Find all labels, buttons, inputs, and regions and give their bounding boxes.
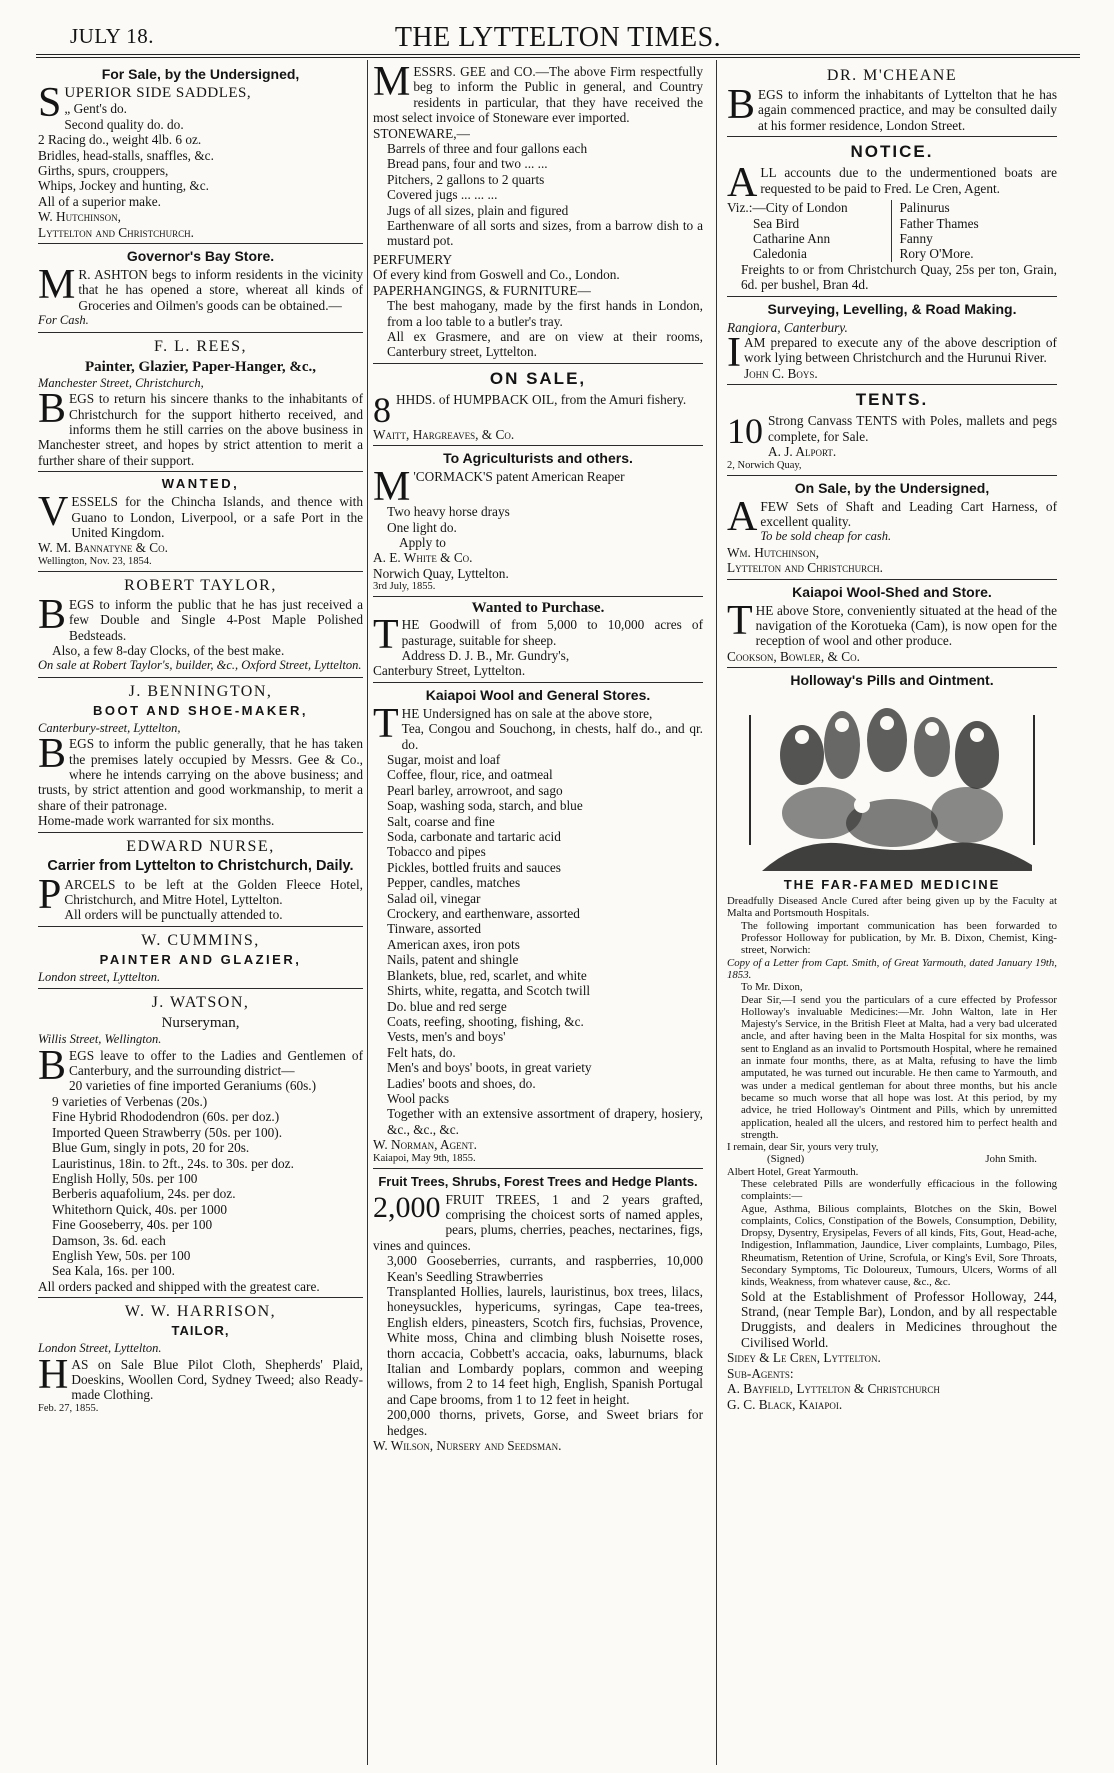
drop-cap: T [373,612,399,659]
ad-body: Of every kind from Goswell and Co., London. [373,267,620,283]
ad-heading: Governor's Bay Store. [126,248,275,265]
ad-footnote: Together with an extensive assortment of drapery, hosiery, &c., &c., &c. [387,1106,703,1137]
list-item: Father Thames [899,215,979,231]
drop-cap: A [727,160,758,207]
ad-signature: W. Norman, Agent. [373,1137,477,1153]
ad-subheading: Painter, Glazier, Paper-Hanger, &c., [84,358,317,375]
ad-signature: John Smith. [985,1153,1037,1166]
ad-date: Wellington, Nov. 23, 1854. [38,555,152,567]
ad-harrison [38,1298,363,1418]
column-2 [373,59,703,1456]
drop-cap: V [38,489,69,536]
list-item: Fine Hybrid Rhododendron (60s. per doz.) [52,1109,280,1125]
ad-signature: A. Bayfield, Lyttelton & Christchurch [727,1381,940,1397]
ad-subheading: PAINTER AND GLAZIER, [99,951,302,967]
list-item: Pickles, bottled fruits and sauces [387,859,561,875]
list-item: Covered jugs ... ... ... [387,187,498,203]
ad-kaiapoi-stores [373,683,703,1169]
ad-body: To Mr. Dixon, [741,981,803,994]
testimonial [727,895,1057,1289]
list-item: Do. blue and red serge [387,998,507,1014]
ad-heading: Fruit Trees, Shrubs, Forest Trees and Hedge Plants. [378,1173,698,1189]
list-item: Coats, reefing, shooting, fishing, &c. [387,1013,584,1029]
ad-body: Copy of a Letter from Capt. Smith, of Great Yarmouth, dated January 19th, 1853. [727,956,1057,981]
ad-address: Address D. J. B., Mr. Gundry's, [401,647,570,663]
boat-list-right [892,200,1058,262]
list-item: Men's and boys' boots, in great variety [387,1060,592,1076]
ad-body: Sold at the Establishment of Professor Holloway, 244, Strand, (near Temple Bar), London, and by all respectable Druggists, and dealers in Medicines throughout the Civilised World. [741,1288,1057,1350]
ad-body: These celebrated Pills are wonderfully efficacious in the following complaints:— [741,1177,1057,1203]
drop-cap: M [38,262,76,309]
ad-address: Canterbury-street, Lyttelton, [38,720,181,735]
list-item: Sugar, moist and loaf [387,752,501,767]
list-item: English Yew, 50s. per 100 [52,1247,191,1263]
ad-subheading: Nurseryman, [161,1015,240,1032]
ad-wanted-to-purchase [373,597,703,683]
list-item: Sea Bird [753,215,800,231]
ad-footnote: For Cash. [38,313,89,328]
ad-footnote: On sale at Robert Taylor's, builder, &c., Oxford Street, Lyttelton. [38,658,362,673]
list-item: Tobacco and pipes [387,844,486,860]
drop-cap: P [38,871,62,918]
masthead-rule-2 [36,57,1080,58]
ad-heading: W. W. HARRISON, [124,1303,277,1321]
list-item: 9 varieties of Verbenas (20s.) [52,1093,208,1109]
ad-subheading: PAPERHANGINGS, & FURNITURE— [373,282,591,298]
ad-signature: Waitt, Hargreaves, & Co. [373,426,515,442]
list-item: Imported Queen Strawberry (50s. per 100). [52,1124,283,1140]
ad-heading: Kaiapoi Wool-Shed and Store. [792,583,992,600]
ad-cart-harness [727,476,1057,580]
list-item: Lauristinus, 18in. to 2ft., 24s. to 30s. per doz. [52,1155,294,1171]
ad-bennington [38,678,363,833]
ad-body: 3,000 Gooseberries, currants, and raspberries, 10,000 Kean's Seedling Strawberries [387,1253,703,1284]
ad-date: Kaiapoi, May 9th, 1855. [373,1152,476,1164]
ad-line: Two heavy horse drays [387,504,510,520]
ad-gee [373,59,703,364]
ad-address: Willis Street, Wellington. [38,1032,162,1047]
ad-body: AS on Sale Blue Pilot Cloth, Shepherds' Plaid, Doeskins, Woollen Cord, Sydney Tweed; also Ready-made Clothing. [71,1356,363,1403]
list-item: Catharine Ann [753,231,831,247]
ad-body: Transplanted Hollies, laurels, lauristinus, box trees, lilacs, honeysuckles, hypericums, syringas, Cape tea-trees, English elders, pineasters, Scotch firs, fuchsias, Provence, White moss, China and climbing blush Noisette roses, thorn accacia, Cobbett's accacia, oaks, laburnums, black Italian and Lombardy poplars, common and weeping willows, from 2 to 14 feet high, English, Spanish Portugal and Cape brooms, from 1 to 12 feet in height. [387,1284,703,1407]
column-3 [727,62,1057,1415]
ad-body: HE Undersigned has on sale at the above store, [401,705,653,721]
drop-cap: B [727,82,756,128]
ad-subheading: PERFUMERY [373,251,453,267]
ad-signature: G. C. Black, Kaiapoi. [727,1396,843,1412]
ad-subheading: TAILOR, [171,1323,230,1339]
ad-heading: ROBERT TAYLOR, [124,576,277,594]
ad-number: 2,000 [373,1190,441,1224]
list-item: Caledonia [753,246,807,262]
ad-line: Girths, spurs, crouppers, [38,163,169,179]
ad-body: HHDS. of HUMPBACK OIL, from the Amuri fishery. [396,391,687,407]
list-item: Jugs of all sizes, plain and figured [387,202,569,218]
ad-date: 3rd July, 1855. [373,581,436,593]
ad-fruit-trees [373,1169,703,1457]
ad-body: HE above Store, conveniently situated at the head of the navigation of the Korotueka (Cam), is now open for the reception of wool and other produce. [755,602,1057,649]
list-item: Earthenware of all sorts and sizes, from a barrow dish to a mustard pot. [387,218,703,249]
list-item: Felt hats, do. [387,1044,456,1060]
ad-body: EGS to inform the inhabitants of Lyttelton that he has again commenced practice, and may be consulted daily at his former residence, London Street. [758,87,1057,133]
ad-heading: WANTED, [161,476,240,492]
drop-cap: M [373,59,411,105]
list-item: Crockery, and earthenware, assorted [387,906,580,922]
drop-cap: H [38,1351,69,1398]
ad-body: All ex Grasmere, and are on view at their rooms, Canterbury street, Lyttelton. [387,328,703,360]
list-item: Soda, carbonate and tartaric acid [387,829,561,845]
drop-cap: S [38,80,62,126]
ad-body: Strong Canvass TENTS with Poles, mallets and pegs complete, for Sale. [768,413,1057,444]
column-rule [367,60,368,1765]
ad-surveying [727,297,1057,386]
ad-saddles [38,62,363,244]
ad-line: Apply to [399,534,446,550]
list-item: Ladies' boots and shoes, do. [387,1075,536,1091]
ad-signature: W. M. Bannatyne & Co. [38,540,168,556]
masthead [36,22,1080,52]
list-item: American axes, iron pots [387,936,520,952]
ad-signature: Norwich Quay, Lyttelton. [373,565,509,581]
ad-body: ESSRS. GEE and CO.—The above Firm respectfully beg to inform the Public in general, and Country residents in particular, that they have received the most select invoice of Stoneware ever imported. [373,64,703,126]
ad-footnote: Freights to or from Christchurch Quay, 25s per ton, Grain, 6d. per bushel, Bran 4d. [741,261,1057,293]
list-item: Damson, 3s. 6d. each [52,1232,166,1248]
illustration-caption: THE FAR-FAMED MEDICINE [783,877,1001,893]
list-item: Soap, washing soda, starch, and blue [387,798,583,814]
ad-body: Also, a few 8-day Clocks, of the best make. [52,642,285,658]
ad-humpback-oil [373,364,703,446]
list-item: Palinurus [899,200,950,216]
ad-address: Rangiora, Canterbury. [727,319,848,335]
list-item: Bread pans, four and two ... ... [387,156,548,172]
ad-edward-nurse [38,833,363,927]
ad-footnote: All orders will be punctually attended to. [64,907,283,923]
ad-address: 2, Norwich Quay, [727,459,802,471]
list-item: Whitethorn Quick, 40s. per 1000 [52,1201,228,1217]
ad-subheading: Carrier from Lyttelton to Christchurch, Daily. [47,857,354,874]
list-item: Blue Gum, singly in pots, 20 for 20s. [52,1140,250,1156]
ad-address: Albert Hotel, Great Yarmouth. [727,1165,859,1178]
list-item: Sea Kala, 16s. per 100. [52,1263,175,1279]
ad-line: 2 Racing do., weight 4lb. 6 oz. [38,132,202,148]
list-item: Vests, men's and boys' [387,1029,506,1045]
ad-heading: DR. M'CHEANE [826,67,958,84]
ad-body: The following important communication has been forwarded to Professor Holloway for publication, by Mr. B. Dixon, Chemist, King-street, Norwich: [741,919,1057,957]
ad-wanted-vessels [38,472,363,572]
ad-line: Second quality do. do. [64,116,184,132]
list-item: Salt, coarse and fine [387,813,495,829]
ad-notice [727,137,1057,296]
ad-body: HE Goodwill of from 5,000 to 10,000 acres of pasturage, suitable for sheep. [401,617,703,648]
drop-cap: B [38,731,67,778]
ad-line: All of a superior make. [38,193,161,209]
ad-subheading: Sub-Agents: [727,1365,794,1381]
ad-tents [727,385,1057,475]
ad-line: Whips, Jockey and hunting, &c. [38,178,209,194]
drop-cap: B [38,1042,67,1089]
ad-heading: J. WATSON, [151,994,250,1012]
ad-body: ARCELS to be left at the Golden Fleece Hotel, Christchurch, and Mitre Hotel, Lyttelton. [64,876,363,908]
ad-heading: Kaiapoi Wool and General Stores. [425,686,651,703]
ad-signature: Lyttelton and Christchurch. [38,224,194,240]
ad-wool-shed [727,580,1057,669]
ad-body: LL accounts due to the undermentioned boats are requested to be paid to Fred. Le Cren, Agent. [760,165,1057,196]
ad-body: 200,000 thorns, privets, Gorse, and Sweet briars for hedges. [387,1407,703,1438]
ad-footnote: Home-made work warranted for six months. [38,813,275,829]
boat-list-left [727,200,892,262]
ad-address: London Street, Lyttelton. [38,1341,162,1356]
list-item: Viz.:—City of London [727,200,848,216]
ad-signature: W. Wilson, Nursery and Seedsman. [373,1438,562,1454]
ad-signature: John C. Boys. [744,365,818,381]
ad-body: Ague, Asthma, Bilious complaints, Blotches on the Skin, Bowel complaints, Colics, Constipation of the Bowels, Consumption, Debility, Dropsy, Dysentry, Erysipelas, Fevers of all kinds, Fits, Gout, Head-ache, Indigestion, Inflammation, Jaundice, Liver complaints, Lumbago, Piles, Rheumatism, Retention of Urine, Scrofula, or King's Evil, Sore Throats, Secondary Symptoms, Tic Doloureux, Tumours, Ulcers, Worms of all kinds, Weakness, from whatever cause, &c., &c. [741,1202,1057,1289]
newspaper-title: THE LYTTELTON TIMES. [394,22,722,53]
list-item: Coffee, flour, rice, and oatmeal [387,767,553,783]
list-item: Rory O'More. [899,246,974,262]
ad-signature: W. Hutchinson, [38,209,121,225]
drop-cap: A [727,493,758,540]
list-item: Barrels of three and four gallons each [387,141,588,157]
ad-heading: On Sale, by the Undersigned, [794,479,990,496]
ad-signature: Cookson, Bowler, & Co. [727,648,860,664]
list-item: Tinware, assorted [387,921,482,937]
ad-line: To be sold cheap for cash. [760,529,892,544]
ad-heading: To Agriculturists and others. [443,450,633,467]
ad-subheading: BOOT AND SHOE-MAKER, [93,702,308,718]
drop-cap: T [727,597,753,644]
list-item: Shirts, white, regatta, and Scotch twill [387,983,591,999]
issue-date: JULY 18. [70,24,154,48]
ad-body: R. ASHTON begs to inform residents in the vicinity that he has opened a store, whereat all kinds of Groceries and Oilmen's goods can be obtained.— [78,267,363,313]
ad-mcheane [727,62,1057,137]
ad-governors-bay [38,244,363,333]
ad-footnote: All orders packed and shipped with the greatest care. [38,1278,320,1294]
ad-body: Dear Sir,—I send you the particulars of a cure effected by Professor Holloway's invaluable Medicines:—Mr. John Walton, late in Her Majesty's Service, in the British Fleet at Malta, had a very bad ulcerated ancle, and after having been in the Malta Hospital for six months, was sent to England as an invalid to Portsmouth Hospital, where he remained an inmate four months, there, as at Malta, refusing to have the limb amputated, he was turned out incurable. He then came to Yarmouth, and was under a medical gentleman for about three months, but his ancle became so much worse that all hope was lost. At this period, by my advice, he tried Holloway's Ointment and Pills, which by unremitted application, healed all the ulcers, and restored him to perfect health and strength. [741,993,1057,1141]
ad-heading: ON SALE, [489,368,587,388]
drop-cap: I [727,330,741,377]
ad-heading: TENTS. [855,390,929,410]
ad-line: Bridles, head-stalls, snaffles, &c. [38,147,214,163]
list-item: Pepper, candles, matches [387,875,521,891]
list-item: Blankets, blue, red, scarlet, and white [387,967,587,983]
boat-list [727,200,1057,262]
list-item: Berberis aquafolium, 24s. per doz. [52,1186,236,1202]
ad-address: Manchester Street, Christchurch, [38,375,204,390]
ad-body: EGS to return his sincere thanks to the inhabitants of Christchurch for the support hitherto received, and informs them he still carries on the above business in Manchester street, and hopes by strict attention to merit a further share of their support. [38,391,363,468]
list-item: Pearl barley, arrowroot, and sago [387,782,563,798]
ad-signature: Sidey & Le Cren, Lyttelton. [727,1350,881,1366]
ad-rees [38,333,363,472]
ad-watson [38,989,363,1298]
ad-number: 10 [727,411,763,452]
list-item: Nails, patent and shingle [387,952,519,968]
ad-body: EGS to inform the public generally, that he has taken the premises lately occupied by Messrs. Gee & Co., where he intends carrying on the above business; and trusts, by strict attention and good workmanship, to merit a share of their patronage. [38,736,363,813]
ad-signature: A. J. Alport. [768,444,837,460]
list-item: Wool packs [387,1090,450,1106]
ad-heading: Holloway's Pills and Ointment. [790,672,994,689]
ad-address: Canterbury Street, Lyttelton. [373,663,526,679]
column-1 [38,62,363,1418]
ad-subheading: STONEWARE,— [373,125,470,141]
ad-body: Dreadfully Diseased Ancle Cured after being given up by the Faculty at Malta and Portsmouth Hospitals. [727,895,1057,920]
ad-body: EGS to inform the public that he has just received a few Double and Single 4-Post Maple Polished Bedsteads. [69,596,363,643]
list-item: Tea, Congou and Souchong, in chests, half do., and qr. do. [401,721,703,752]
ad-body: AM prepared to execute any of the above description of work lying between Christchurch and the Hurunui River. [744,335,1057,366]
list-item: Pitchers, 2 gallons to 2 quarts [387,171,545,187]
ad-address: London street, Lyttelton. [38,969,161,984]
signed-line [727,1153,1057,1165]
ad-body: FRUIT TREES, 1 and 2 years grafted, comprising the choicest sorts of named apples, pears, plums, cherries, peaches, nectarines, figs, vines and quinces. [373,1191,703,1253]
ad-robert-taylor [38,572,363,678]
ad-heading: J. BENNINGTON, [128,682,273,700]
ad-body: The best mahogany, made by the first hands in London, from a loo table to a butler's tray. [387,298,703,329]
ad-body: I remain, dear Sir, yours very truly, [727,1141,879,1154]
list-item: Salad oil, vinegar [387,890,481,906]
engraving-illustration [742,695,1042,871]
ad-body: 'CORMACK'S patent American Reaper [413,469,625,485]
ad-heading: Wanted to Purchase. [471,600,605,617]
column-rule [716,60,717,1765]
ad-heading: For Sale, by the Undersigned, [101,66,300,82]
ad-line: „ Gent's do. [64,101,127,117]
ad-body: FEW Sets of Shaft and Leading Cart Harness, of excellent quality. [760,498,1057,529]
ad-signature: A. E. White & Co. [373,550,473,566]
drop-cap: M [373,464,411,511]
drop-cap: B [38,386,67,433]
ad-body: EGS leave to offer to the Ladies and Gentlemen of Canterbury, and the surrounding district— [69,1047,363,1079]
ad-heading: F. L. REES, [153,337,247,355]
ad-line: UPERIOR SIDE SADDLES, [64,85,252,101]
ad-heading: W. CUMMINS, [141,931,260,949]
ad-mccormack [373,446,703,597]
ad-signature: Wm. Hutchinson, [727,544,820,560]
ad-holloway [727,668,1057,1415]
list-item: 20 varieties of fine imported Geraniums (60s.) [69,1078,317,1094]
list-item: English Holly, 50s. per 100 [52,1170,198,1186]
ad-cummins [38,927,363,989]
drop-cap: T [373,700,399,747]
ad-date: Feb. 27, 1855. [38,1402,99,1414]
ad-heading: Surveying, Levelling, & Road Making. [767,300,1017,317]
ad-heading: NOTICE. [850,142,934,162]
ad-line: One light do. [387,519,457,535]
ad-number: 8 [373,389,391,430]
ad-signature: Lyttelton and Christchurch. [727,560,883,576]
ad-body: (Signed) [767,1153,805,1166]
drop-cap: B [38,591,67,638]
masthead-rule [36,54,1080,55]
ad-body: ESSELS for the Chincha Islands, and thence with Guano to London, Liverpool, or a safe Port in the United Kingdom. [71,494,363,540]
list-item: Fanny [899,231,933,247]
ad-heading: EDWARD NURSE, [126,837,275,855]
list-item: Fine Gooseberry, 40s. per 100 [52,1217,213,1233]
